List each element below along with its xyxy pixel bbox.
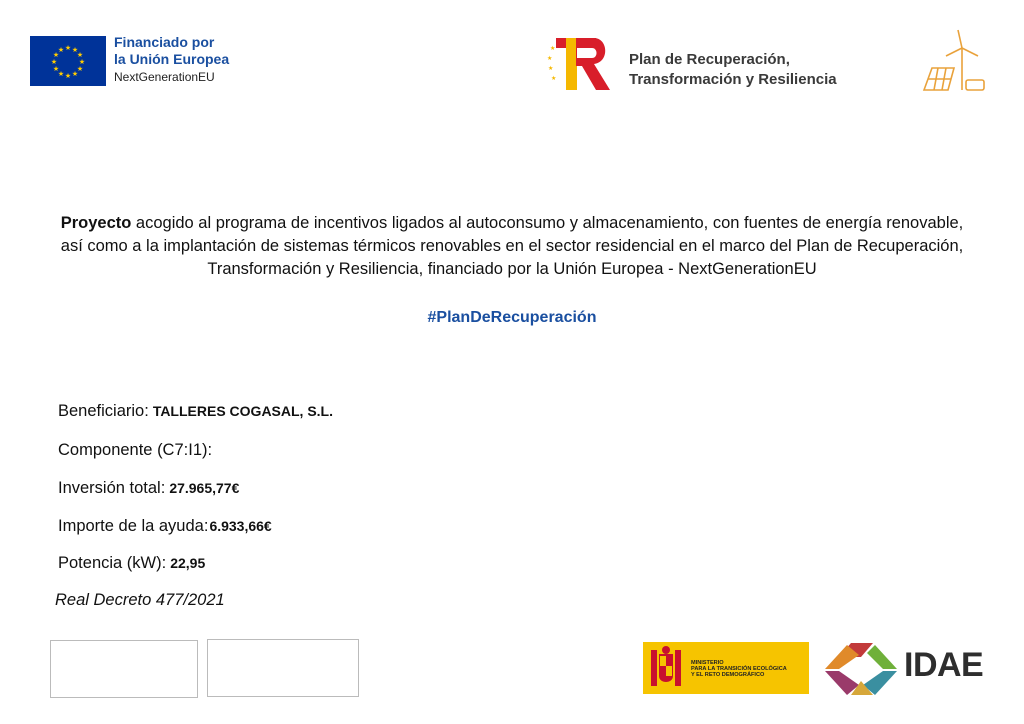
ministry-line3: Y EL RETO DEMOGRÁFICO: [691, 672, 765, 679]
prtr-logo-icon: [546, 34, 616, 92]
prtr-text: [629, 50, 837, 89]
svg-text:★: ★: [547, 55, 553, 62]
svg-text:★: ★: [57, 46, 65, 54]
svg-text:★: ★: [50, 58, 58, 66]
idae-logo-icon: [823, 641, 899, 697]
field-label: Componente (C7:I1):: [58, 441, 213, 459]
field-beneficiario: [58, 402, 333, 421]
field-label: Beneficiario:: [58, 402, 149, 420]
field-value: 6.933,66€: [209, 518, 272, 534]
eu-line3: NextGenerationEU: [114, 70, 215, 85]
eu-flag-icon: [30, 36, 106, 86]
real-decreto: Real Decreto 477/2021: [55, 591, 225, 609]
field-value: 27.965,77€: [169, 480, 240, 496]
svg-text:★: ★: [76, 65, 84, 73]
idae-logo-text: IDAE: [904, 646, 984, 684]
ministry-text: [691, 660, 787, 678]
eu-line1: Financiado por: [114, 34, 215, 50]
ministry-line1: MINISTERIO: [691, 660, 724, 666]
svg-text:★: ★: [57, 70, 65, 78]
svg-text:★: ★: [550, 45, 556, 52]
ministry-line2: PARA LA TRANSICIÓN ECOLÓGICA: [691, 666, 787, 673]
svg-text:★: ★: [64, 44, 72, 52]
field-label: Importe de la ayuda:: [58, 517, 209, 535]
svg-text:★: ★: [551, 75, 557, 82]
svg-text:★: ★: [548, 65, 554, 72]
field-value: 22,95: [170, 555, 206, 571]
project-label: Proyecto: [60, 214, 132, 232]
eu-funding-text: [114, 34, 229, 85]
field-label: Potencia (kW):: [58, 554, 167, 572]
svg-text:★: ★: [71, 70, 79, 78]
hashtag: #PlanDeRecuperación: [427, 309, 597, 326]
wind-turbine-solar-icon: [918, 28, 988, 96]
field-value: TALLERES COGASAL, S.L.: [152, 403, 334, 419]
prtr-line1: Plan de Recuperación,: [629, 51, 790, 68]
svg-text:★: ★: [71, 46, 79, 54]
svg-text:★: ★: [64, 72, 72, 80]
field-importe: [58, 517, 272, 536]
project-description: [52, 212, 972, 281]
eu-line2: la Unión Europea: [114, 51, 230, 68]
field-label: Inversión total:: [58, 479, 166, 497]
svg-text:★: ★: [52, 51, 60, 59]
empty-box-right: [207, 639, 359, 697]
svg-text:★: ★: [78, 58, 86, 66]
field-potencia: [58, 554, 205, 573]
svg-text:★: ★: [52, 65, 60, 73]
project-text: acogido al programa de incentivos ligados al autoconsumo y almacenamiento, con fuentes de energía renovable, así como a la implantación de sistemas térmicos renovables en el sector residencial en el marco del Plan de Recuperación, Transformación y Resiliencia, financiado por la Unión Europea - NextGenerationEU: [60, 214, 964, 279]
field-componente: [58, 441, 216, 460]
prtr-line2: Transformación y Resiliencia: [629, 70, 837, 88]
empty-box-left: [50, 640, 198, 698]
svg-text:★: ★: [76, 51, 84, 59]
field-inversion: [58, 479, 239, 498]
